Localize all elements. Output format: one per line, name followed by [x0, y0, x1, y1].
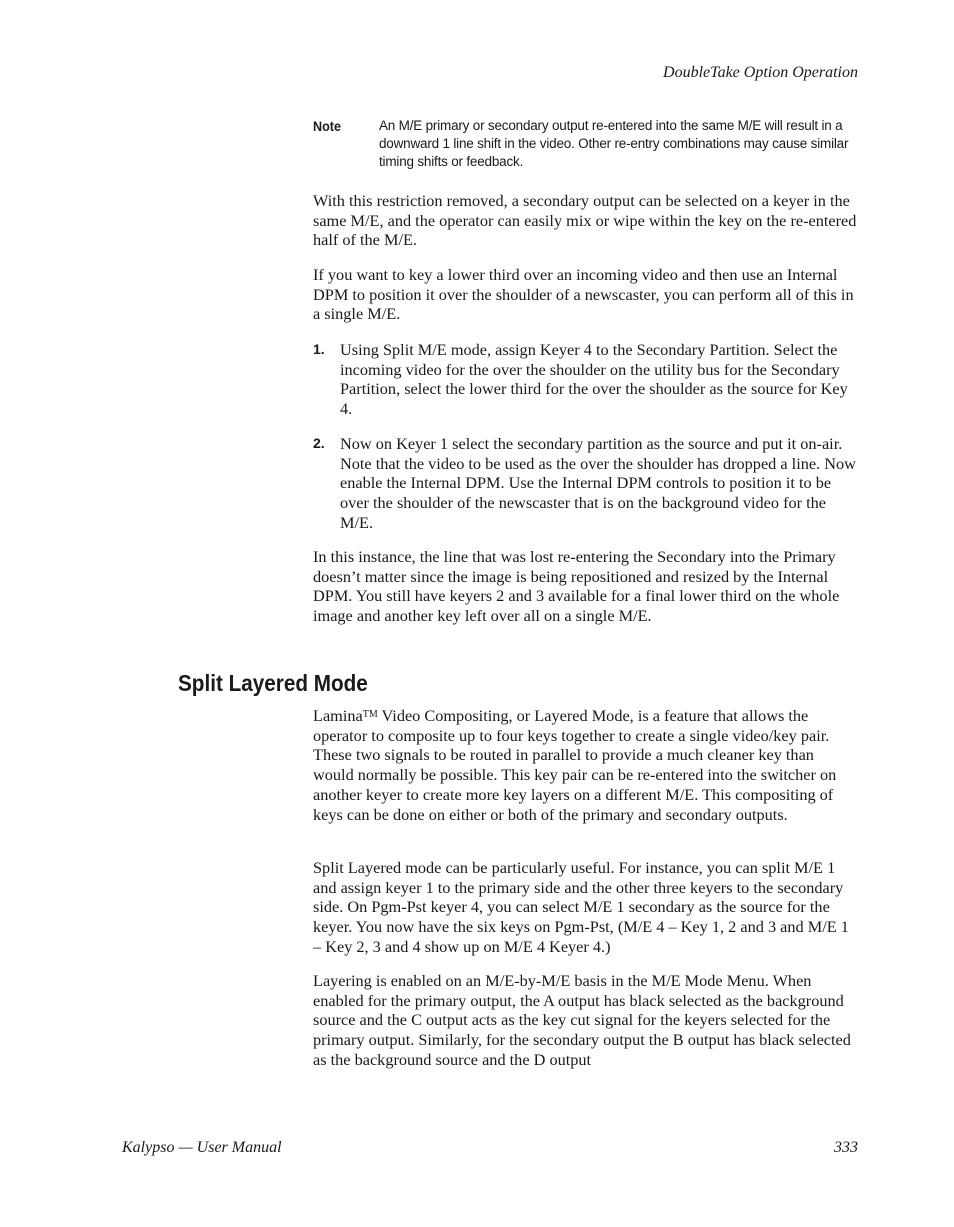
note-text: An M/E primary or secondary output re-entered into the same M/E will result in a downward 1 line shift in the video. Other re-entry combinations may cause similar timing shifts or feedback. [379, 118, 849, 169]
paragraph-lamina-text: Video Compositing, or Layered Mode, is a feature that allows the operator to composite up to four keys together to create a single video/key pair. These two signals to be routed in parallel to provide a much cleaner key than would normally be possible. This key pair can be re-entered into the switcher on another keyer to create more key layers on a different M/E. This compositing of keys can be done on either or both of the primary and secondary outputs. [313, 706, 837, 824]
page-number: 333 [834, 1139, 858, 1156]
paragraph-instance: In this instance, the line that was lost re-entering the Secondary into the Primary doesn’t matter since the image is being repositioned and resized by the Internal DPM. You still have keyers 2 and 3 available for a final lower third on the whole image and another key left over all on a single M/E. [313, 547, 840, 626]
step-number: 2. [313, 435, 325, 451]
paragraph-layering-enabled: Layering is enabled on an M/E-by-M/E basis in the M/E Mode Menu. When enabled for the primary output, the A output has black selected as the background source and the C output acts as the key cut signal for the keyers selected for the primary output. Similarly, for the secondary output the B output has black selected as the background source and the D output [313, 971, 851, 1069]
running-header: DoubleTake Option Operation [663, 64, 858, 81]
step-text: Using Split M/E mode, assign Keyer 4 to the Secondary Partition. Select the incoming video for the over the shoulder on the utility bus for the Secondary Partition, select the lower third for the over the shoulder as the source for Key 4. [340, 340, 848, 419]
trademark-symbol: TM [362, 709, 378, 720]
paragraph-restriction-removed: With this restriction removed, a secondary output can be selected on a keyer in the same M/E, and the operator can easily mix or wipe within the key on the re-entered half of the M/E. [313, 191, 857, 250]
footer-manual-title: Kalypso — User Manual [122, 1139, 282, 1156]
section-heading: Split Layered Mode [178, 670, 368, 696]
step-number: 1. [313, 341, 325, 357]
step-item [313, 340, 858, 419]
note-block [313, 117, 858, 171]
note-label: Note [313, 118, 342, 134]
step-item [313, 434, 858, 533]
step-text: Now on Keyer 1 select the secondary partition as the source and put it on-air. Note that the video to be used as the over the shoulder has dropped a line. Now enable the Internal DPM. Use the Internal DPM controls to position it to be over the shoulder of the newscaster that is on the background video for the M/E. [340, 434, 856, 532]
paragraph-split-layered-example: Split Layered mode can be particularly useful. For instance, you can split M/E 1 and assign keyer 1 to the primary side and the other three keyers to the secondary side. On Pgm-Pst keyer 4, you can select M/E 1 secondary as the source for the keyer. You now have the six keys on Pgm-Pst, (M/E 4 – Key 1, 2 and 3 and M/E 1 – Key 2, 3 and 4 show up on M/E 4 Keyer 4.) [313, 858, 849, 956]
paragraph-lamina-intro [313, 705, 858, 824]
paragraph-lower-third-intro: If you want to key a lower third over an incoming video and then use an Internal DPM to position it over the shoulder of a newscaster, you can perform all of this in a single M/E. [313, 265, 854, 324]
brand-name: Lamina [313, 706, 363, 725]
